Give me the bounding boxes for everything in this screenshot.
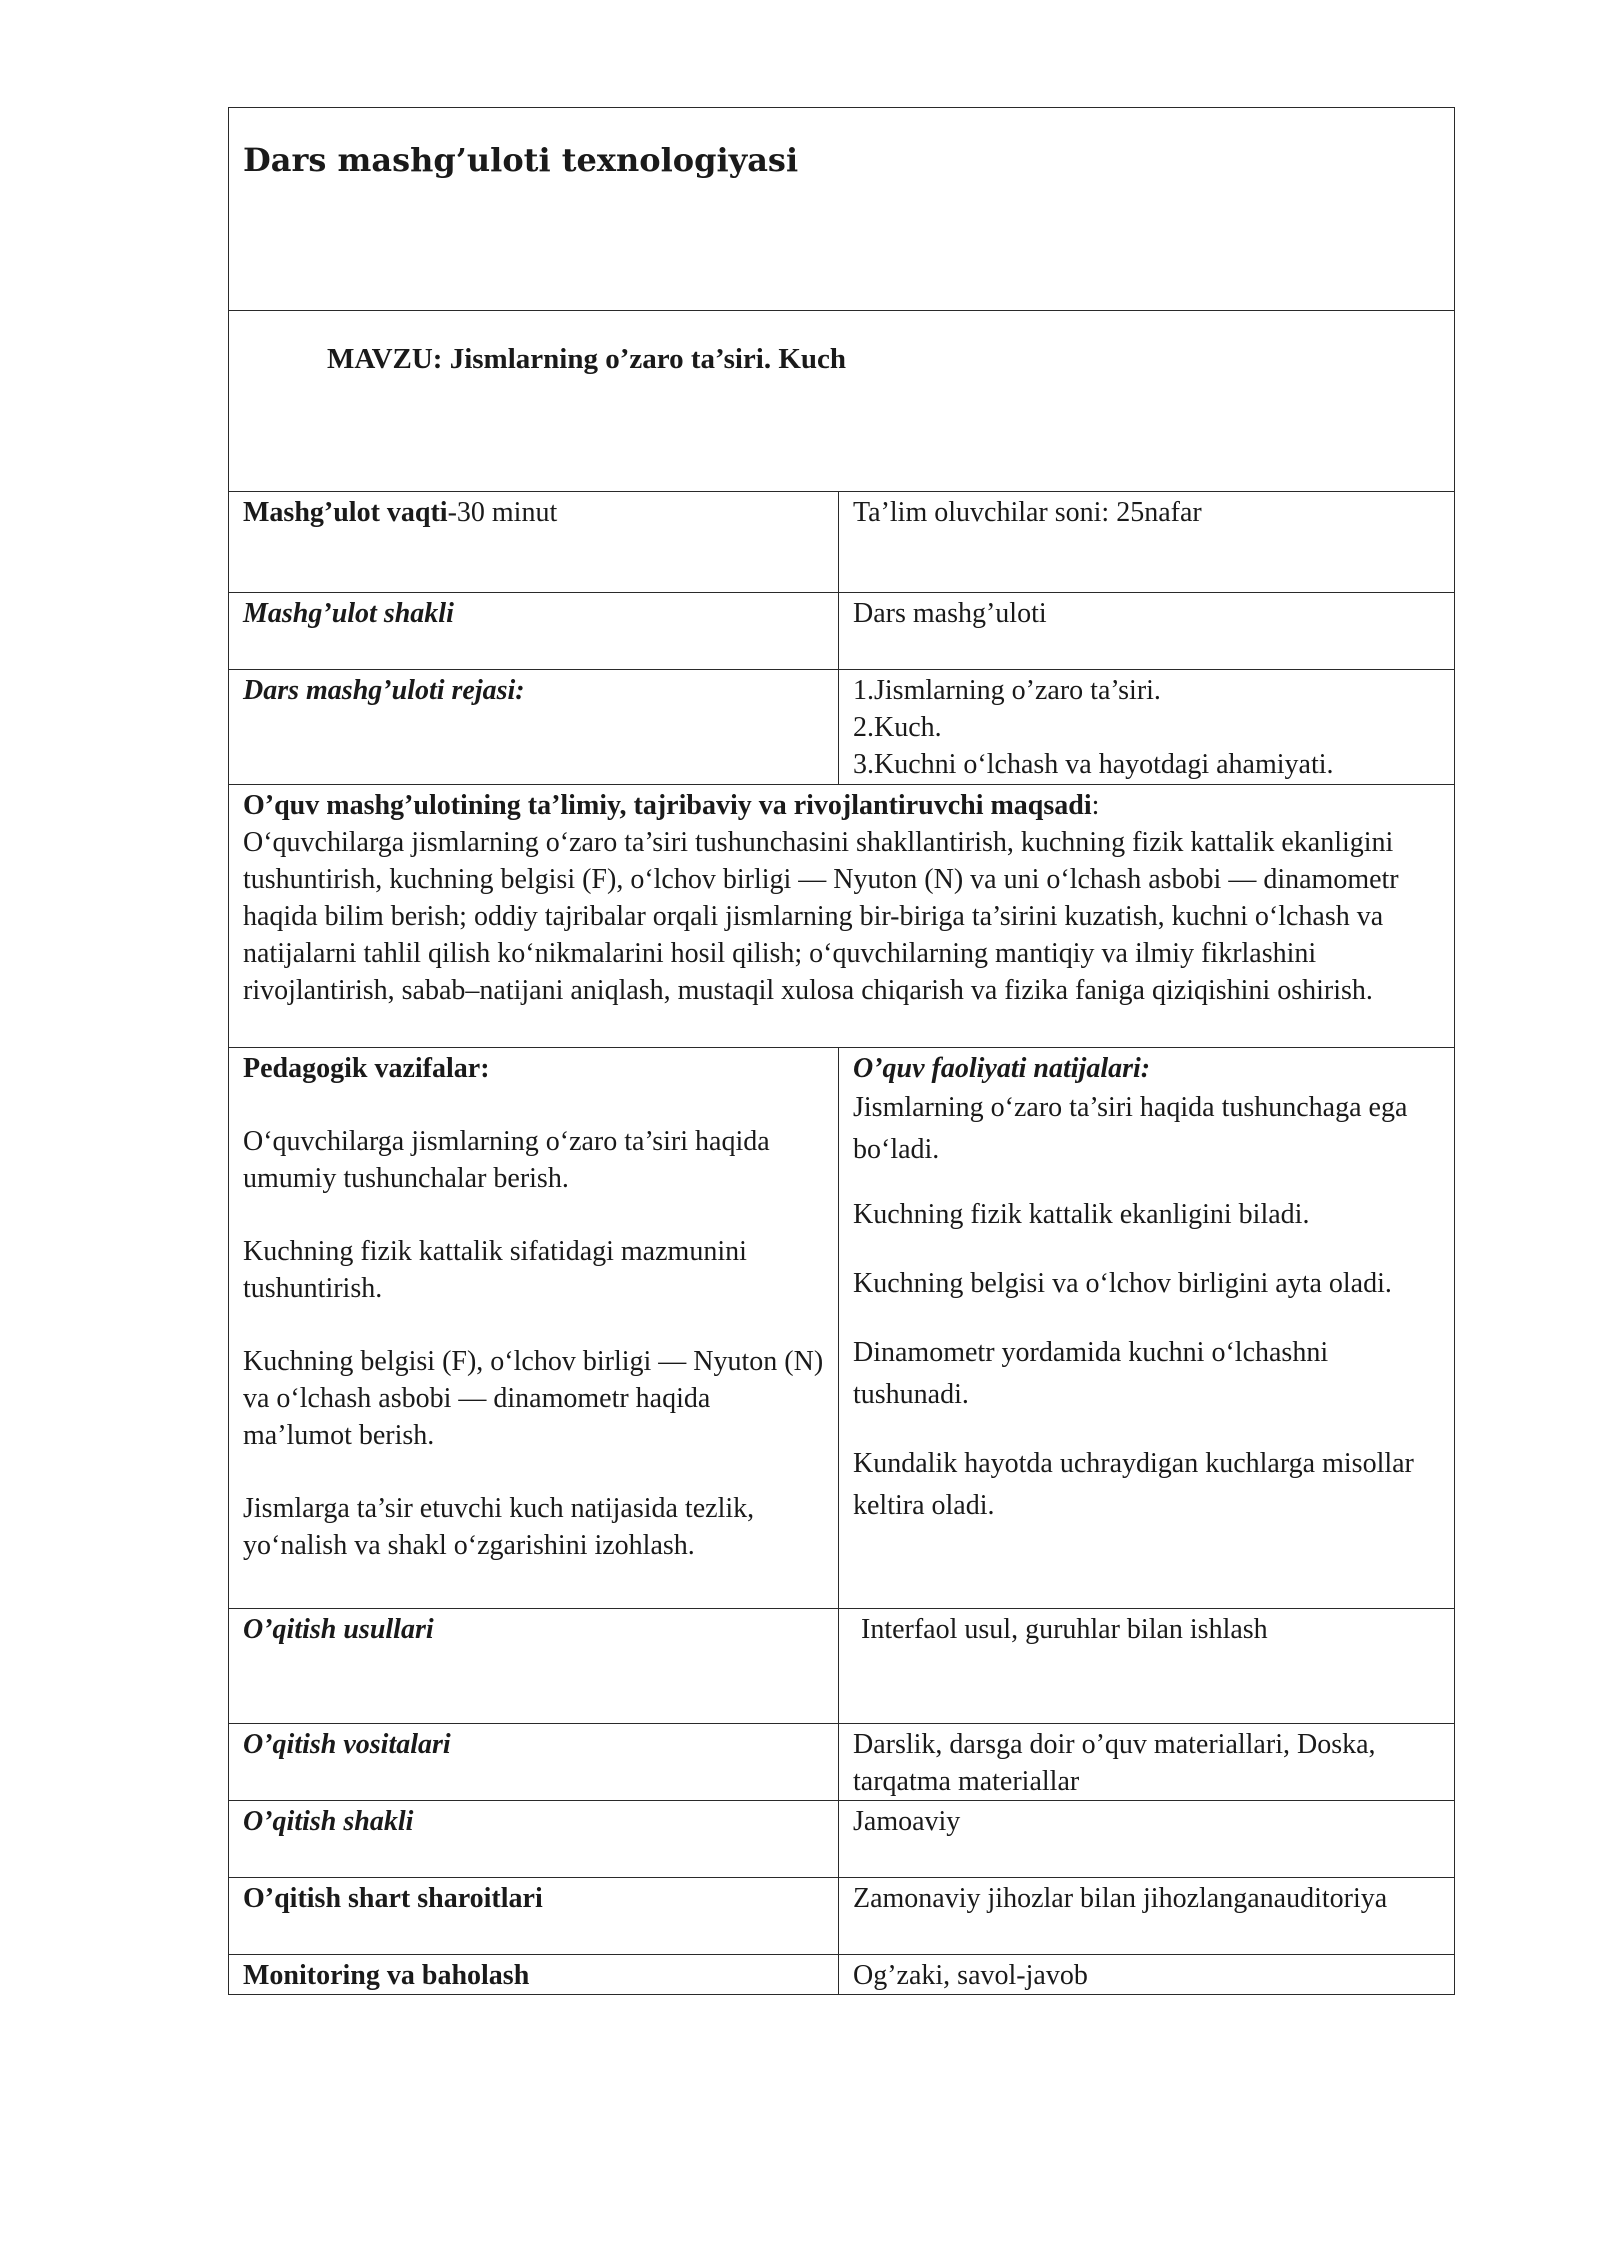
time-row bbox=[229, 492, 1455, 593]
tools-label: O’qitish vositalari bbox=[243, 1729, 451, 1760]
purpose-row bbox=[229, 785, 1455, 1048]
monitoring-value: Og’zaki, savol-javob bbox=[853, 1960, 1088, 1991]
document-title: Dars mashg’uloti texnologiyasi bbox=[243, 141, 799, 179]
monitoring-value-cell bbox=[839, 1955, 1455, 1995]
form-value-cell bbox=[839, 593, 1455, 670]
pedagogical-task-item: O‘quvchilarga jismlarning o‘zaro ta’siri haqida umumiy tushunchalar berish. bbox=[243, 1126, 770, 1194]
plan-item: 3.Kuchni o‘lchash va hayotdagi ahamiyati. bbox=[853, 749, 1334, 780]
learning-results-label: O’quv faoliyati natijalari: bbox=[853, 1053, 1151, 1084]
time-value: -30 minut bbox=[447, 497, 558, 528]
learning-result-item: Kuchning belgisi va o‘lchov birligini ayta oladi. bbox=[853, 1268, 1392, 1299]
methods-value: Interfaol usul, guruhlar bilan ishlash bbox=[861, 1614, 1268, 1645]
methods-row bbox=[229, 1609, 1455, 1724]
students-cell bbox=[839, 492, 1455, 593]
form-label: Mashg’ulot shakli bbox=[243, 598, 454, 629]
shape-label: O’qitish shakli bbox=[243, 1806, 414, 1837]
conditions-label: O’qitish shart sharoitlari bbox=[243, 1883, 543, 1914]
conditions-value: Zamonaviy jihozlar bilan jihozlanganauditoriya bbox=[853, 1883, 1388, 1914]
lesson-topic: MAVZU: Jismlarning o’zaro ta’siri. Kuch bbox=[327, 343, 847, 375]
learning-result-item: Kundalik hayotda uchraydigan kuchlarga misollar keltira oladi. bbox=[853, 1448, 1414, 1521]
learning-result-item: Kuchning fizik kattalik ekanligini biladi. bbox=[853, 1199, 1310, 1230]
purpose-cell bbox=[229, 785, 1455, 1048]
purpose-text: O‘quvchilarga jismlarning o‘zaro ta’siri tushunchasini shakllantirish, kuchning fizik kattalik ekanligini tushuntirish, kuchning belgisi (F), o‘lchov birligi — Nyuton (N) va uni o‘lchash asbobi — dinamometr haqida bilim berish; oddiy tajribalar orqali jismlarning bir-biriga ta’sirini kuzatish, kuchni o‘lchash va natijalarni tahlil qilish ko‘nikmalarini hosil qilish; o‘quvchilarning mantiqiy va ilmiy fikrlashini rivojlantirish, sabab–natijani aniqlash, mustaqil xulosa chiqarish va fizika faniga qiziqishini oshirish. bbox=[243, 827, 1399, 1006]
plan-row bbox=[229, 670, 1455, 785]
purpose-label: O’quv mashg’ulotining ta’limiy, tajribaviy va rivojlantiruvchi maqsadi bbox=[243, 790, 1092, 821]
tools-value: Darslik, darsga doir o’quv materiallari, Doska, tarqatma materiallar bbox=[853, 1729, 1376, 1797]
topic-row bbox=[229, 311, 1455, 492]
shape-value: Jamoaviy bbox=[853, 1806, 961, 1837]
monitoring-label: Monitoring va baholash bbox=[243, 1960, 530, 1991]
form-value: Dars mashg’uloti bbox=[853, 598, 1047, 629]
learning-results-cell bbox=[839, 1048, 1455, 1609]
students-count: Ta’lim oluvchilar soni: 25nafar bbox=[853, 497, 1202, 528]
conditions-label-cell bbox=[229, 1878, 839, 1955]
learning-result-item: Dinamometr yordamida kuchni o‘lchashni tushunadi. bbox=[853, 1337, 1329, 1410]
monitoring-label-cell bbox=[229, 1955, 839, 1995]
time-label: Mashg’ulot vaqti bbox=[243, 497, 448, 528]
conditions-row bbox=[229, 1878, 1455, 1955]
title-cell bbox=[229, 108, 1455, 311]
tools-row bbox=[229, 1724, 1455, 1801]
methods-label-cell bbox=[229, 1609, 839, 1724]
tools-label-cell bbox=[229, 1724, 839, 1801]
shape-label-cell bbox=[229, 1801, 839, 1878]
form-row bbox=[229, 593, 1455, 670]
pedagogical-tasks-label: Pedagogik vazifalar: bbox=[243, 1053, 490, 1084]
time-label-cell bbox=[229, 492, 839, 593]
methods-label: O’qitish usullari bbox=[243, 1614, 434, 1645]
purpose-colon: : bbox=[1091, 790, 1100, 821]
pedagogical-task-item: Kuchning belgisi (F), o‘lchov birligi — Nyuton (N) va o‘lchash asbobi — dinamometr haqida ma’lumot berish. bbox=[243, 1346, 824, 1451]
conditions-value-cell bbox=[839, 1878, 1455, 1955]
plan-label-cell bbox=[229, 670, 839, 785]
pedagogical-task-item: Jismlarga ta’sir etuvchi kuch natijasida tezlik, yo‘nalish va shakl o‘zgarishini izohlash. bbox=[243, 1493, 755, 1561]
methods-value-cell bbox=[839, 1609, 1455, 1724]
tools-value-cell bbox=[839, 1724, 1455, 1801]
plan-label: Dars mashg’uloti rejasi: bbox=[243, 675, 525, 706]
monitoring-row bbox=[229, 1955, 1455, 1995]
plan-list bbox=[839, 670, 1455, 785]
shape-row bbox=[229, 1801, 1455, 1878]
form-label-cell bbox=[229, 593, 839, 670]
shape-value-cell bbox=[839, 1801, 1455, 1878]
pedagogical-task-item: Kuchning fizik kattalik sifatidagi mazmunini tushuntirish. bbox=[243, 1236, 747, 1304]
lesson-plan-table bbox=[228, 107, 1455, 1995]
learning-result-item: Jismlarning o‘zaro ta’siri haqida tushunchaga ega bo‘ladi. bbox=[853, 1092, 1408, 1165]
tasks-results-row bbox=[229, 1048, 1455, 1609]
topic-cell bbox=[229, 311, 1455, 492]
title-row bbox=[229, 108, 1455, 311]
plan-item: 2.Kuch. bbox=[853, 712, 942, 743]
pedagogical-tasks-cell bbox=[229, 1048, 839, 1609]
plan-item: 1.Jismlarning o’zaro ta’siri. bbox=[853, 675, 1161, 706]
